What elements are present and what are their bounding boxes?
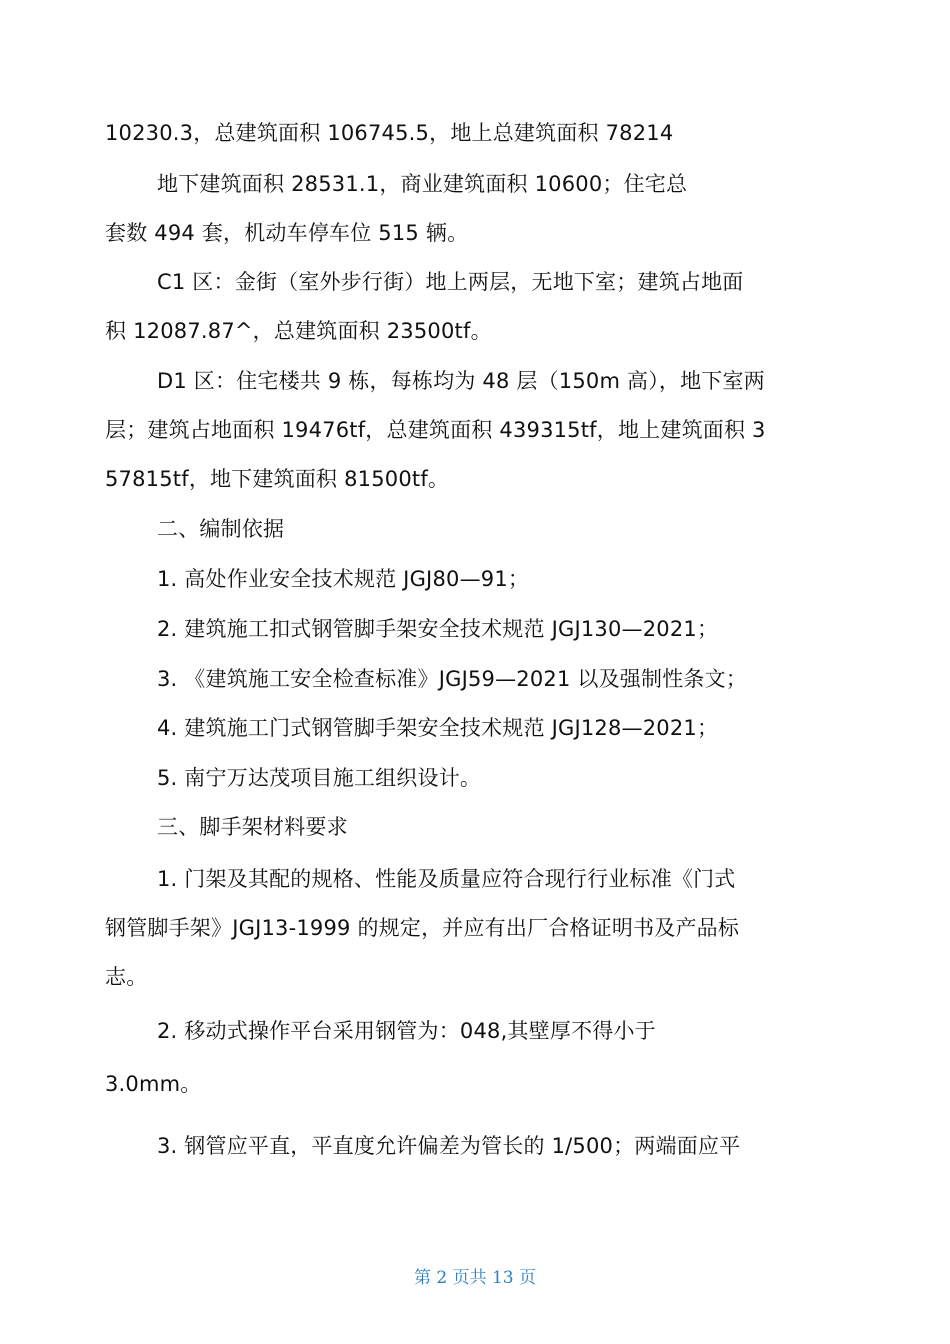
section-heading: 三、脚手架材料要求 (157, 815, 348, 839)
list-item: 5. 南宁万达茂项目施工组织设计。 (157, 766, 482, 790)
list-item: 4. 建筑施工门式钢管脚手架安全技术规范 JGJ128—2021； (157, 716, 719, 740)
text-line: 1. 门架及其配的规格、性能及质量应符合现行行业标准《门式 (157, 867, 736, 891)
text-line: 积 12087.87^，总建筑面积 23500tf。 (105, 319, 492, 343)
text-line: 钢管脚手架》JGJ13-1999 的规定，并应有出厂合格证明书及产品标 (105, 916, 740, 940)
text-line: C1 区：金街（室外步行街）地上两层，无地下室；建筑占地面 (157, 270, 744, 294)
text-line: 2. 移动式操作平台采用钢管为：048,其壁厚不得小于 (157, 1019, 656, 1043)
text-line: 3.0mm。 (105, 1072, 202, 1096)
text-line: 10230.3，总建筑面积 106745.5，地上总建筑面积 78214 (105, 121, 674, 145)
text-line: 志。 (105, 965, 148, 989)
page-number-footer: 第 2 页共 13 页 (413, 1268, 537, 1288)
list-item: 2. 建筑施工扣式钢管脚手架安全技术规范 JGJ130—2021； (157, 617, 719, 641)
section-heading: 二、编制依据 (157, 517, 285, 541)
text-line: 套数 494 套，机动车停车位 515 辆。 (105, 221, 469, 245)
text-line: 3. 钢管应平直，平直度允许偏差为管长的 1/500；两端面应平 (157, 1134, 741, 1158)
list-item: 3. 《建筑施工安全检查标准》JGJ59—2021 以及强制性条文； (157, 667, 748, 691)
text-line: 地下建筑面积 28531.1，商业建筑面积 10600；住宅总 (157, 172, 688, 196)
text-line: 层；建筑占地面积 19476tf，总建筑面积 439315tf，地上建筑面积 3 (105, 418, 766, 442)
text-line: 57815tf，地下建筑面积 81500tf。 (105, 467, 450, 491)
text-line: D1 区：住宅楼共 9 栋，每栋均为 48 层（150m 高），地下室两 (157, 369, 765, 393)
list-item: 1. 高处作业安全技术规范 JGJ80—91； (157, 567, 530, 591)
